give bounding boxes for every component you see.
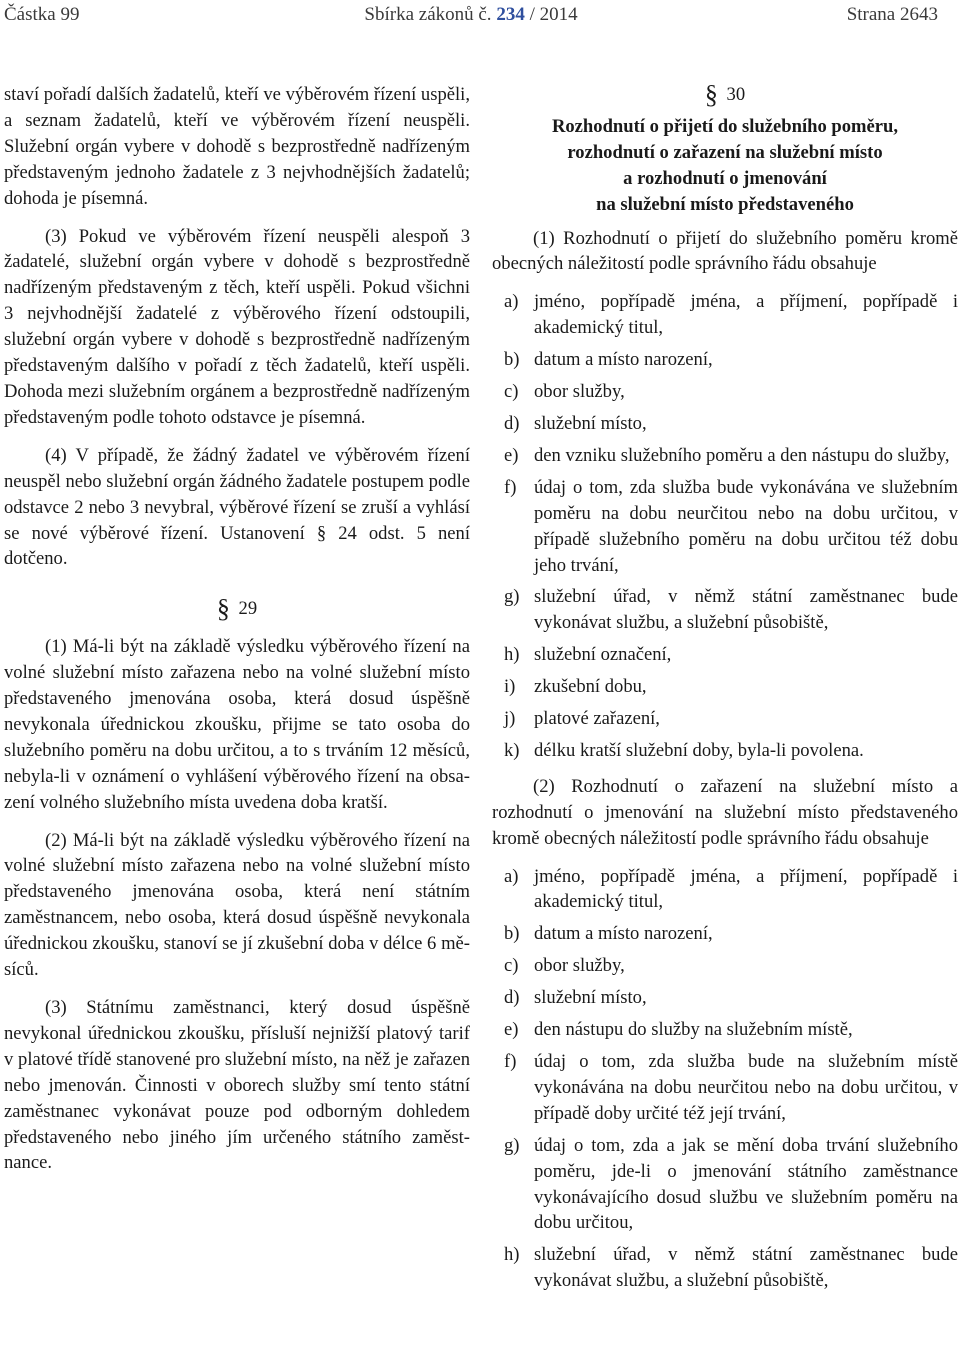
paragraph: (1) Má-li být na základě výsledku výběrového řízení na volné služební místo zařazena nebo na volné služební místo představeného jmenována osoba, která dosud úspěšně nevykonala úřednickou zkoušku, přijme se tato osoba do služebního poměru na dobu určitou, a to s trváním 12 měsíců, nebyla-li v oznámení o vyhlášení výběrového řízení na obsazení volného služebního místa uvedena doba kratší. [4,636,470,813]
list-item-text: služební označení, [534,644,672,666]
list-item-text: délku kratší služební doby, byla-li povolena. [534,739,864,761]
item-list [492,864,958,1295]
list-item [492,347,958,373]
list-item-label: e) [504,444,519,466]
header-collection-year: / 2014 [529,4,578,25]
list-item-label: a) [504,291,519,313]
list-item-label: g) [504,586,520,608]
section-title-line: rozhodnutí o zařazení na služební místo [567,141,883,163]
list-item [492,921,958,947]
list-item [492,864,958,916]
list-item [492,1049,958,1127]
list-item-text: den nástupu do služby na služebním místě, [534,1019,853,1041]
list-item-text: služební úřad, v němž státní zaměstnanec bude vykonávat službu, a služební působiště, [534,586,958,634]
section-number: 30 [726,84,746,105]
list-item [492,674,958,700]
list-item [492,411,958,437]
list-item-text: údaj o tom, zda služba bude vykonávána ve služebním poměru na dobu neurčitou nebo na dobu určitou, v případě služebního poměru na dobu určitou též dobu jeho trvání, [534,476,958,576]
list-item-label: b) [504,923,520,945]
list-item [492,642,958,668]
paragraph: (1) Rozhodnutí o přijetí do služebního poměru kromě obecných náležitostí podle správního řádu obsahuje [492,227,958,275]
list-item-text: obor služby, [534,955,625,977]
list-item [492,953,958,979]
list-item [492,706,958,732]
section-heading-30 [492,82,958,108]
list-item-text: služební úřad, v němž státní zaměstnanec bude vykonávat službu, a služební působiště, [534,1244,958,1292]
paragraph: staví pořadí dalších žadatelů, kteří ve výběrovém řízení uspěli, a seznam žadatelů, kteří ve výběrovém řízení neuspěli. Služební orgán vybere v dohodě s bezprostředně nadřízeným představeným jednoho žadatele z 3 nejvhodnějších žadatelů; dohoda je písemná. [4,84,470,209]
list-item-text: datum a místo narození, [534,923,713,945]
list-item-label: f) [504,476,517,498]
list-item-text: údaj o tom, zda a jak se mění doba trvání služebního poměru, jde-li o jmenování státního zaměstnance vykonávajícího dosud službu ve služebním poměru na dobu určitou, [534,1134,958,1234]
list-item-label: b) [504,349,520,371]
right-column [492,82,958,1304]
page-header [4,2,938,28]
list-item-label: k) [504,739,520,761]
paragraph: (2) Má-li být na základě výsledku výběrového řízení na volné služební místo zařazena nebo na volné služební místo představeného jmenována osoba, která není státním zaměstnancem, nebo osoba, která dosud úspěšně nevykonala úřednickou zkoušku, stanoví se jí zkušební doba v délce 6 měsíců. [4,829,470,981]
list-item-label: f) [504,1051,517,1072]
header-collection [4,4,938,26]
header-collection-number: 234 [496,4,525,25]
list-item-label: a) [504,865,519,887]
list-item-label: c) [504,955,519,977]
list-item-text: služební místo, [534,987,647,1009]
list-item [492,379,958,405]
list-item-text: služební místo, [534,412,647,434]
paragraph: (4) V případě, že žádný žadatel ve výběrovém řízení neuspěl nebo služební orgán žádného žadatele postupem podle odstavce 2 nebo 3 nevybral, výběrové řízení se zruší a vyhlásí se nové výběrové řízení. Ustanovení § 24 odst. 5 není dotčeno. [4,444,470,570]
list-item [492,1017,958,1043]
section-title [492,114,958,218]
section-symbol: § [216,594,230,624]
list-item-text: platové zařazení, [534,708,660,730]
list-item-text: datum a místo narození, [534,349,713,371]
list-item-label: h) [504,644,520,666]
list-item-text: údaj o tom, zda služba bude na služebním místě vykonávána na dobu neurčitou nebo na dobu určitou, v případě doby určité též její trvání, [534,1051,958,1124]
paragraph: (3) Státnímu zaměstnanci, který dosud úspěšně nevykonal úřednickou zkoušku, přísluší nejnižší platový tarif v platové třídě stanovené pro služební místo, na něž je zařazen nebo jmenován. Činnosti v oborech služby smí tento státní zaměstnanec vykonávat pouze pod odborným dohledem představeného nebo jiného jím určeného státního zaměstnance. [4,997,470,1174]
section-title-line: Rozhodnutí o přijetí do služebního poměru, [551,115,899,137]
section-symbol: § [704,80,718,109]
list-item-label: j) [504,708,516,730]
list-item-text: jméno, popřípadě jména, a příjmení, popřípadě i akademický titul, [534,865,958,913]
list-item [492,985,958,1011]
list-item-label: c) [504,381,519,403]
list-item-text: jméno, popřípadě jména, a příjmení, popřípadě i akademický titul, [534,291,958,339]
list-item [492,289,958,341]
paragraph: (3) Pokud ve výběrovém řízení neuspěli alespoň 3 žadatelé, služební orgán vybere v dohodě s bezprostředně nadřízeným představeným z těch, kteří uspěli. Pokud všichni 3 nejvhodnější žadatelé z výběrového řízení odstoupili, služební orgán vybere v dohodě s bezprostředně nadřízeným představeným dalšího v pořadí z těch žadatelů, kteří uspěli. Dohoda mezi služebním orgánem a bezprostředně nadřízeným představeným podle tohoto odstavce je písemná. [4,225,470,428]
list-item-label: d) [504,412,520,434]
list-item-label: h) [504,1244,520,1266]
item-list [492,289,958,764]
list-item-text: obor služby, [534,381,625,403]
list-item-label: d) [504,987,520,1009]
header-part: Částka 99 [4,4,80,25]
header-collection-title: Sbírka zákonů č. [364,4,492,25]
list-item-label: i) [504,676,516,698]
left-column [4,82,470,1188]
list-item [492,584,958,636]
list-item [492,1242,958,1294]
paragraph: (2) Rozhodnutí o zařazení na služební místo a rozhodnutí o jmenování na služební místo představeného kromě obecných náležitostí podle správního řádu obsahuje [492,775,958,849]
section-heading-29 [4,596,470,622]
section-title-line: na služební místo představeného [596,193,854,215]
list-item-label: g) [504,1134,520,1156]
list-item [492,1133,958,1237]
section-number: 29 [238,598,258,620]
section-title-line: a rozhodnutí o jmenování [623,167,827,189]
list-item-text: zkušební dobu, [534,676,647,698]
list-item [492,738,958,764]
list-item [492,475,958,579]
list-item-text: den vzniku služebního poměru a den nástupu do služby, [534,444,950,466]
header-page-number: Strana 2643 [846,4,938,25]
list-item-label: e) [504,1019,519,1041]
list-item [492,443,958,469]
